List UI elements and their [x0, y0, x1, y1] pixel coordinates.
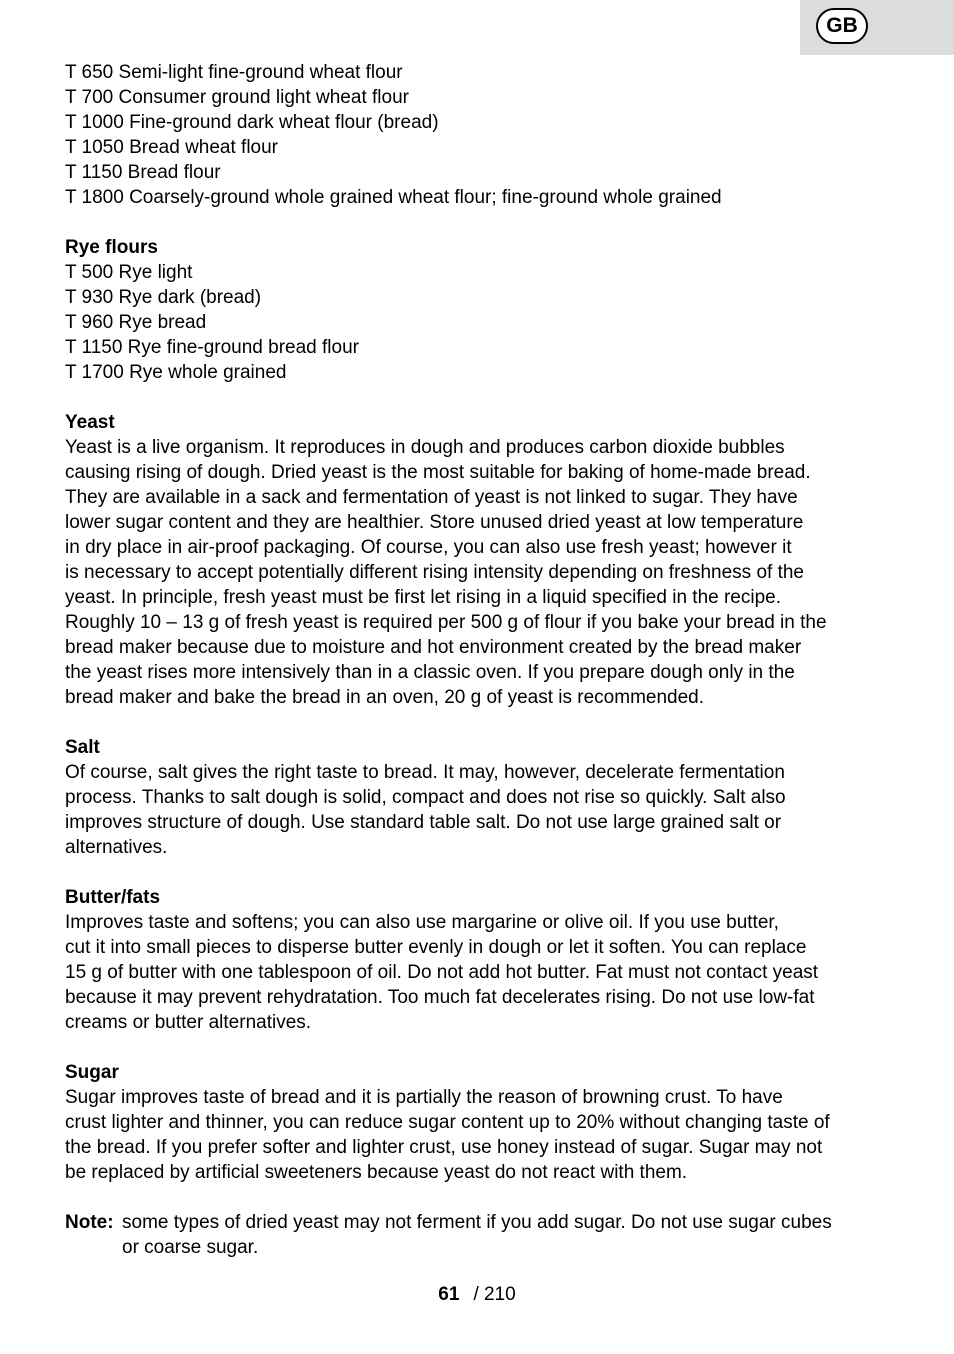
text-line: the bread. If you prefer softer and lighter crust, use honey instead of sugar. Sugar may not — [65, 1137, 823, 1158]
text-line: Sugar improves taste of bread and it is partially the reason of browning crust. To have — [65, 1087, 783, 1108]
text-line: some types of dried yeast may not ferment if you add sugar. Do not use sugar cubes — [122, 1212, 832, 1233]
rye-section — [65, 235, 900, 385]
language-badge: GB — [816, 8, 868, 44]
list-item: T 650 Semi-light fine-ground wheat flour — [65, 62, 403, 83]
section-heading: Rye flours — [65, 237, 158, 258]
salt-section — [65, 735, 900, 860]
total-pages: / 210 — [473, 1284, 516, 1305]
yeast-section — [65, 410, 900, 710]
list-item: T 1150 Rye fine-ground bread flour — [65, 337, 359, 358]
page-number — [0, 1284, 954, 1306]
note-block — [65, 1210, 900, 1260]
text-line: bread maker and bake the bread in an oven, 20 g of yeast is recommended. — [65, 687, 705, 708]
text-line: in dry place in air-proof packaging. Of course, you can also use fresh yeast; however it — [65, 537, 792, 558]
text-line: creams or butter alternatives. — [65, 1012, 312, 1033]
text-line: bread maker because due to moisture and hot environment created by the bread maker — [65, 637, 802, 658]
section-heading: Yeast — [65, 412, 115, 433]
current-page: 61 — [438, 1284, 460, 1305]
list-item: T 500 Rye light — [65, 262, 193, 283]
text-line: lower sugar content and they are healthier. Store unused dried yeast at low temperature — [65, 512, 804, 533]
text-line: because it may prevent rehydratation. Too much fat decelerates rising. Do not use low-fat — [65, 987, 815, 1008]
text-line: yeast. In principle, fresh yeast must be first let rising in a liquid specified in the recipe. — [65, 587, 782, 608]
language-tab — [800, 0, 954, 55]
text-line: Of course, salt gives the right taste to bread. It may, however, decelerate fermentation — [65, 762, 785, 783]
list-item: T 1150 Bread flour — [65, 162, 221, 183]
text-line: They are available in a sack and fermentation of yeast is not linked to sugar. They have — [65, 487, 798, 508]
text-line: improves structure of dough. Use standard table salt. Do not use large grained salt or — [65, 812, 782, 833]
text-line: 15 g of butter with one tablespoon of oil. Do not add hot butter. Fat must not contact yeast — [65, 962, 819, 983]
text-line: is necessary to accept potentially different rising intensity depending on freshness of the — [65, 562, 804, 583]
section-heading: Salt — [65, 737, 100, 758]
list-item: T 700 Consumer ground light wheat flour — [65, 87, 409, 108]
section-heading: Sugar — [65, 1062, 119, 1083]
text-line: be replaced by artificial sweeteners because yeast do not react with them. — [65, 1162, 688, 1183]
note-label: Note: — [65, 1212, 114, 1233]
list-item: T 1000 Fine-ground dark wheat flour (bread) — [65, 112, 439, 133]
text-line: Roughly 10 – 13 g of fresh yeast is required per 500 g of flour if you bake your bread in the — [65, 612, 827, 633]
list-item: T 1700 Rye whole grained — [65, 362, 287, 383]
text-line: process. Thanks to salt dough is solid, compact and does not rise so quickly. Salt also — [65, 787, 786, 808]
list-item: T 1050 Bread wheat flour — [65, 137, 279, 158]
butter-section — [65, 885, 900, 1035]
text-line: causing rising of dough. Dried yeast is the most suitable for baking of home-made bread. — [65, 462, 811, 483]
list-item: T 960 Rye bread — [65, 312, 207, 333]
text-line: crust lighter and thinner, you can reduce sugar content up to 20% without changing taste of — [65, 1112, 830, 1133]
text-line: cut it into small pieces to disperse butter evenly in dough or let it soften. You can replace — [65, 937, 807, 958]
text-line: alternatives. — [65, 837, 168, 858]
list-item: T 930 Rye dark (bread) — [65, 287, 262, 308]
text-line: Improves taste and softens; you can also use margarine or olive oil. If you use butter, — [65, 912, 779, 933]
text-line: or coarse sugar. — [122, 1237, 259, 1258]
section-heading: Butter/fats — [65, 887, 161, 908]
text-line: the yeast rises more intensively than in a classic oven. If you prepare dough only in the — [65, 662, 795, 683]
page-content — [65, 60, 900, 1260]
wheat-flour-list — [65, 60, 900, 210]
text-line: Yeast is a live organism. It reproduces in dough and produces carbon dioxide bubbles — [65, 437, 785, 458]
sugar-section — [65, 1060, 900, 1185]
list-item: T 1800 Coarsely-ground whole grained wheat flour; fine-ground whole grained — [65, 187, 722, 208]
